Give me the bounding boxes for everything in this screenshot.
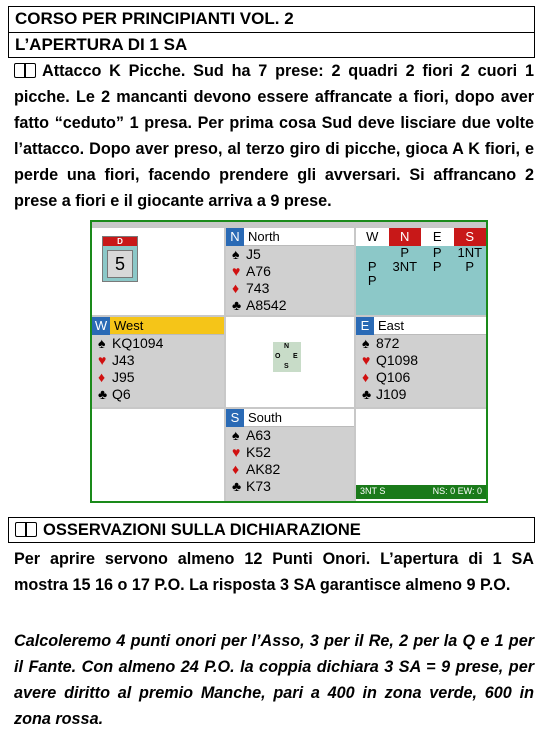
compass-n: N (284, 343, 290, 350)
bid (389, 274, 422, 288)
dealer-indicator (102, 236, 138, 282)
intro-paragraph (14, 58, 534, 214)
score-cell (356, 409, 486, 501)
east-spades-cards: 872 (376, 335, 400, 351)
east-tag: E (356, 317, 374, 335)
section-para-2: Calcoleremo 4 punti onori per l’Asso, 3 per il Re, 2 per la Q e 1 per il Fante. Con almeno 24 P.O. la coppia dichiara 3 SA = 9 prese, per avere diritto al premio Manche, pari a 400 in zona verde, 600 in zona rossa. (14, 632, 534, 728)
bid-col-n: N (389, 228, 422, 246)
east-hearts (356, 352, 486, 369)
compass-e: E (293, 353, 298, 360)
intro-text: Attacco K Picche. Sud ha 7 prese: 2 quadri 2 fiori 2 cuori 1 picche. Le 2 mancanti devono essere affrancate a fiori, dopo aver fatto “ceduto” 1 presa. Per prima cosa Sud deve lisciare due volte l’attacco. Dopo aver preso, al terzo giro di picche, gioca A K fiori, e perde una fiori, facendo prendere gli avversari. Si affrancano 2 prese a fiori e il giocante arriva a 9 prese. (14, 62, 534, 210)
south-spades-cards: A63 (246, 427, 271, 443)
table-center (226, 317, 354, 407)
south-hand (226, 409, 354, 501)
east-hand (356, 317, 486, 407)
bid: 1NT (457, 245, 483, 260)
west-spades-cards: KQ1094 (112, 335, 164, 351)
south-diamonds (226, 461, 354, 478)
north-hearts (226, 263, 354, 280)
heart-icon: ♥ (232, 263, 241, 279)
club-icon: ♣ (232, 478, 242, 494)
north-clubs (226, 297, 354, 314)
bid: P (367, 259, 377, 274)
west-spades (92, 335, 224, 352)
south-hearts-cards: K52 (246, 444, 271, 460)
bid-col-e: E (421, 228, 454, 246)
empty-cell-bl (92, 409, 224, 501)
spade-icon: ♠ (98, 335, 106, 351)
east-clubs (356, 386, 486, 403)
diamond-icon: ♦ (362, 369, 370, 385)
score-bar (356, 485, 486, 499)
bid-row-3 (356, 274, 486, 288)
lesson-title: L’APERTURA DI 1 SA (8, 32, 535, 58)
west-hand (92, 317, 224, 407)
compass-icon (273, 342, 301, 372)
diamond-icon: ♦ (98, 369, 106, 385)
east-header (356, 317, 486, 335)
heart-icon: ♥ (98, 352, 107, 368)
east-spades (356, 335, 486, 352)
west-diamonds (92, 369, 224, 386)
bidding-header (356, 228, 486, 246)
bidding-box (356, 228, 486, 315)
east-name: East (378, 318, 405, 333)
club-icon: ♣ (98, 386, 108, 402)
south-clubs-cards: K73 (246, 478, 271, 494)
heart-icon: ♥ (362, 352, 371, 368)
bid-row-2 (356, 260, 486, 274)
club-icon: ♣ (232, 297, 242, 313)
bid (356, 246, 389, 260)
section-header (8, 517, 535, 543)
compass-s: S (284, 363, 289, 370)
board-info-cell (92, 228, 224, 315)
bid: P (367, 273, 377, 288)
spade-icon: ♠ (232, 427, 240, 443)
west-header (92, 317, 224, 335)
north-spades-cards: J5 (246, 246, 261, 262)
north-spades (226, 246, 354, 263)
contract: 3NT S (360, 486, 386, 496)
west-diamonds-cards: J95 (112, 369, 135, 385)
north-hand (226, 228, 354, 315)
east-diamonds (356, 369, 486, 386)
east-diamonds-cards: Q106 (376, 369, 411, 385)
south-clubs (226, 478, 354, 495)
west-clubs-cards: Q6 (112, 386, 131, 402)
south-header (226, 409, 354, 427)
north-name: North (248, 229, 280, 244)
bid: P (465, 259, 475, 274)
north-hearts-cards: A76 (246, 263, 271, 279)
bid-col-s: S (454, 228, 487, 246)
bid: P (400, 245, 410, 260)
bid: P (432, 259, 442, 274)
west-hearts-cards: J43 (112, 352, 135, 368)
book-icon (15, 522, 37, 536)
score-result: NS: 0 EW: 0 (432, 486, 482, 496)
section-para-1: Per aprire servono almeno 12 Punti Onori. L’apertura di 1 SA mostra 15 16 o 17 P.O. La risposta 3 SA garantisce almeno 9 P.O. (14, 550, 534, 594)
west-tag: W (92, 317, 110, 335)
board-frame (92, 222, 486, 501)
bid (421, 274, 454, 288)
bid (454, 274, 487, 288)
club-icon: ♣ (362, 386, 372, 402)
south-tag: S (226, 409, 244, 427)
diamond-icon: ♦ (232, 280, 240, 296)
east-clubs-cards: J109 (376, 386, 407, 402)
bid-row-1 (356, 246, 486, 260)
south-diamonds-cards: AK82 (246, 461, 281, 477)
bridge-board (90, 220, 488, 503)
north-tag: N (226, 228, 244, 246)
north-diamonds-cards: 743 (246, 280, 270, 296)
spade-icon: ♠ (232, 246, 240, 262)
south-spades (226, 427, 354, 444)
bid: 3NT (392, 259, 418, 274)
book-icon (14, 63, 36, 77)
south-name: South (248, 410, 282, 425)
spade-icon: ♠ (362, 335, 370, 351)
heart-icon: ♥ (232, 444, 241, 460)
board-number: 5 (107, 250, 133, 278)
diamond-icon: ♦ (232, 461, 240, 477)
north-header (226, 228, 354, 246)
bid: P (432, 245, 442, 260)
south-hearts (226, 444, 354, 461)
dealer-label: D (103, 237, 137, 246)
west-name: West (114, 318, 144, 333)
west-clubs (92, 386, 224, 403)
bid-col-w: W (356, 228, 389, 246)
west-hearts (92, 352, 224, 369)
section-title: OSSERVAZIONI SULLA DICHIARAZIONE (43, 521, 361, 539)
north-clubs-cards: A8542 (246, 297, 287, 313)
compass-o: O (275, 353, 281, 360)
north-diamonds (226, 280, 354, 297)
east-hearts-cards: Q1098 (376, 352, 419, 368)
course-title: CORSO PER PRINCIPIANTI VOL. 2 (8, 6, 535, 32)
